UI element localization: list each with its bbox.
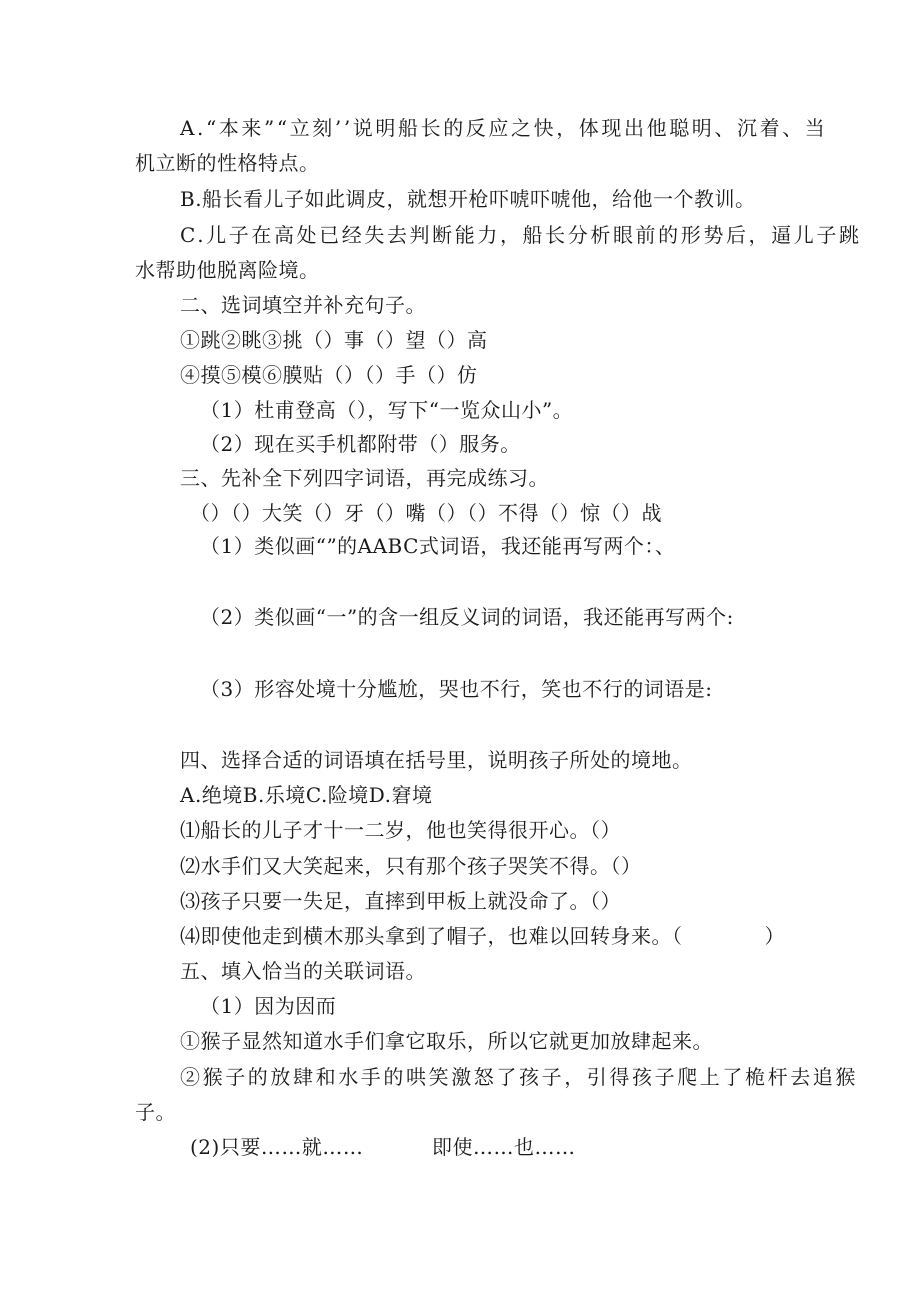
option-a-line-1: A.“本来”“立刻’’说明船长的反应之快，体现出他聪明、沉着、当 bbox=[180, 116, 828, 140]
section-5-pair-2a: (2)只要……就…… bbox=[190, 1135, 364, 1159]
fill-sentence-1: （1）杜甫登高（），写下“一览众山小”。 bbox=[200, 398, 574, 422]
section-4-item-3: ⑶孩子只要一失足，直摔到甲板上就没命了。（） bbox=[180, 889, 621, 913]
word-group-1: ①跳②眺③挑（）事（）望（）高 bbox=[180, 328, 488, 352]
section-3-heading: 三、先补全下列四字词语，再完成练习。 bbox=[180, 466, 549, 490]
section-5-pair-1: （1）因为因而 bbox=[200, 994, 337, 1018]
option-a-line-2: 机立断的性格特点。 bbox=[135, 151, 320, 175]
option-c-line-1: C.儿子在高处已经失去判断能力，船长分析眼前的形势后，逼儿子跳 bbox=[180, 223, 862, 247]
section-4-item-2: ⑵水手们又大笑起来，只有那个孩子哭笑不得。（） bbox=[180, 854, 642, 878]
idiom-question-2: （2）类似画“一”的含一组反义词的词语，我还能再写两个: bbox=[200, 605, 734, 629]
section-2-heading: 二、选词填空并补充句子。 bbox=[180, 293, 426, 317]
option-c-line-2: 水帮助他脱离险境。 bbox=[135, 258, 320, 282]
section-5-pair-2b: 即使……也…… bbox=[432, 1135, 576, 1159]
section-5-sentence-2-line-2: 子。 bbox=[135, 1100, 176, 1124]
idiom-blanks-row: （）（）大笑（）牙（）嘴（）（）不得（）惊（）战 bbox=[190, 501, 662, 525]
section-5-heading: 五、填入恰当的关联词语。 bbox=[180, 959, 426, 983]
section-5-sentence-1: ①猴子显然知道水手们拿它取乐，所以它就更加放肆起来。 bbox=[180, 1029, 713, 1053]
idiom-question-1: （1）类似画“”的AABC式词语，我还能再写两个：、 bbox=[200, 534, 676, 558]
idiom-question-3: （3）形容处境十分尴尬，哭也不行，笑也不行的词语是: bbox=[200, 677, 713, 701]
word-group-2: ④摸⑤模⑥膜贴（）（）手（）仿 bbox=[180, 363, 478, 387]
section-4-heading: 四、选择合适的词语填在括号里，说明孩子所处的境地。 bbox=[180, 748, 693, 772]
fill-sentence-2: （2）现在买手机都附带（）服务。 bbox=[200, 432, 521, 456]
section-4-options: A.绝境B.乐境C.险境D.窘境 bbox=[180, 783, 433, 807]
section-5-sentence-2-line-1: ②猴子的放肆和水手的哄笑激怒了孩子，引得孩子爬上了桅杆去追猴 bbox=[180, 1065, 858, 1089]
section-4-item-1: ⑴船长的儿子才十一二岁，他也笑得很开心。（） bbox=[180, 818, 621, 842]
section-4-item-4: ⑷即使他走到横木那头拿到了帽子，也难以回转身来。（ ） bbox=[180, 924, 785, 948]
option-b-line: B.船长看儿子如此调皮，就想开枪吓唬吓唬他，给他一个教训。 bbox=[180, 187, 756, 211]
